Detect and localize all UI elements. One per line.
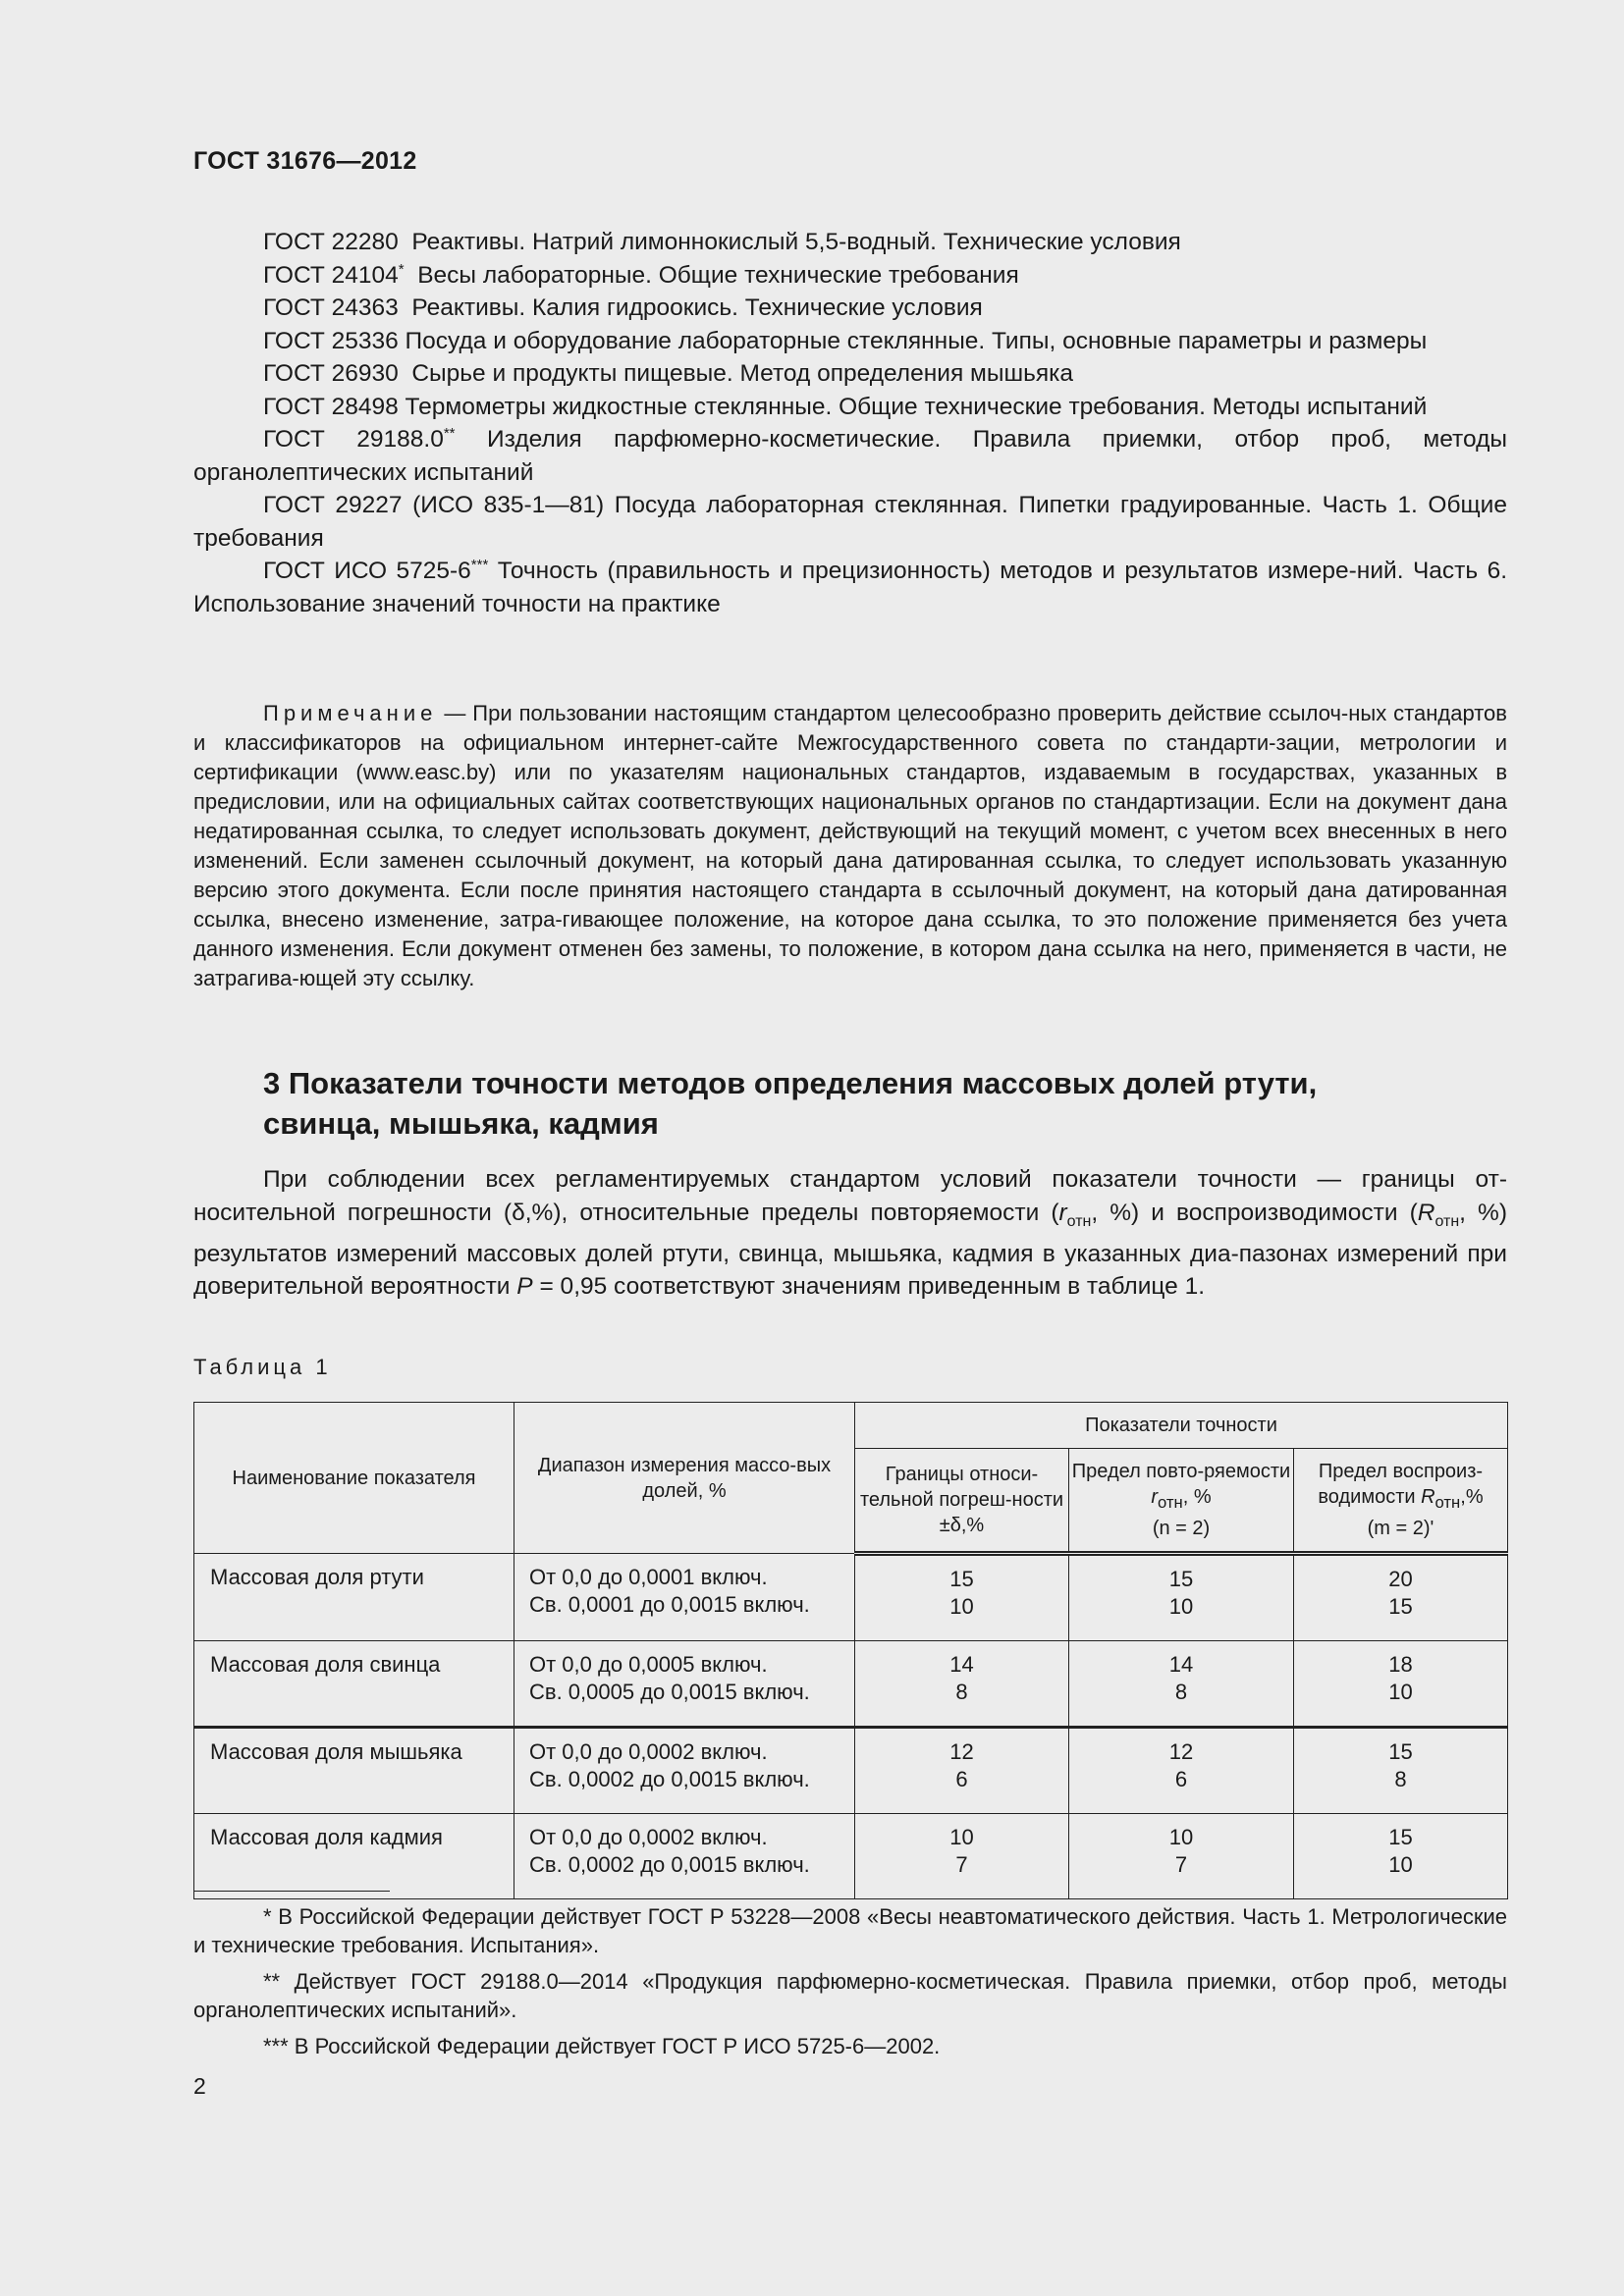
reference-title: Сырье и продукты пищевые. Метод определения мышьяка	[411, 360, 1074, 387]
reference-mark: **	[443, 424, 456, 442]
note-paragraph	[193, 699, 1507, 993]
cell-reproducibility: 15 8	[1294, 1728, 1508, 1814]
table-caption: Таблица 1	[193, 1355, 332, 1379]
cell-repeatability: 12 6	[1069, 1728, 1294, 1814]
reference-title: Изделия парфюмерно-косметические. Правила приемки, отбор проб, методы органолептических испытаний	[193, 426, 1507, 486]
cell-delta: 14 8	[855, 1641, 1069, 1728]
reference-code: ГОСТ 29227	[263, 492, 403, 518]
section-paragraph: При соблюдении всех регламентируемых стандартом условий показатели точности — границы от-носительной погрешности (δ,%), относительные пределы повторяемости ($r_{отн}$, %) и воспроизводимости ($R_{отн}$, %) результатов измерений массовых долей ртути, свинца, мышьяка, кадмия в указанных диа-пазонах измерений при доверительной вероятности P = 0,95 соответствуют значениям приведенным в таблице 1.	[193, 1166, 1507, 1301]
reference-title: Реактивы. Калия гидроокись. Технические условия	[411, 294, 983, 321]
cell-name: Массовая доля мышьяка	[194, 1728, 514, 1814]
footnote: * В Российской Федерации действует ГОСТ Р 53228—2008 «Весы неавтоматического действия. Часть 1. Метрологические и технические требования. Испытания».	[193, 1904, 1507, 1957]
normative-references	[193, 226, 1507, 620]
note-label: Примечание	[263, 701, 438, 725]
cell-name: Массовая доля кадмия	[194, 1814, 514, 1899]
reference-code: ГОСТ 28498	[263, 393, 399, 420]
accuracy-table	[193, 1402, 1508, 1899]
reference-item	[193, 226, 1507, 259]
reference-title: (ИСО 835-1—81) Посуда лабораторная стеклянная. Пипетки градуированные. Часть 1. Общие требования	[193, 492, 1507, 552]
reference-mark: ***	[470, 556, 489, 573]
cell-range: От 0,0 до 0,0005 включ. Св. 0,0005 до 0,0015 включ.	[514, 1641, 855, 1728]
reference-code: ГОСТ ИСО 5725-6	[263, 558, 471, 584]
document-header: ГОСТ 31676—2012	[193, 147, 417, 175]
reference-code: ГОСТ 22280	[263, 229, 399, 255]
page-number: 2	[193, 2073, 206, 2099]
reference-title: Посуда и оборудование лабораторные стеклянные. Типы, основные параметры и размеры	[405, 327, 1428, 354]
footnote: ** Действует ГОСТ 29188.0—2014 «Продукция парфюмерно-косметическая. Правила приемки, отбор проб, методы органолептических испытаний».	[193, 1969, 1507, 2022]
header-range: Диапазон измерения массо-вых долей, %	[514, 1403, 855, 1554]
cell-name: Массовая доля свинца	[194, 1641, 514, 1728]
footnote: *** В Российской Федерации действует ГОСТ Р ИСО 5725-6—2002.	[263, 2034, 941, 2058]
reference-title: Реактивы. Натрий лимоннокислый 5,5-водный. Технические условия	[411, 229, 1181, 255]
reference-item	[193, 423, 1507, 489]
header-delta: Границы относи-тельной погреш-ности ±δ,%	[855, 1449, 1069, 1554]
cell-repeatability: 15 10	[1069, 1554, 1294, 1641]
reference-item	[193, 357, 1507, 391]
reference-item	[193, 259, 1507, 293]
header-accuracy-group: Показатели точности	[855, 1403, 1508, 1449]
reference-item	[193, 292, 1507, 325]
cell-repeatability: 14 8	[1069, 1641, 1294, 1728]
table-row	[194, 1554, 1508, 1641]
cell-delta: 12 6	[855, 1728, 1069, 1814]
note-text: — При пользовании настоящим стандартом целесообразно проверить действие ссылоч-ных стандартов и классификаторов на официальном интернет-сайте Межгосударственного совета по стандарти-зации, метрологии и сертификации (www.easc.by) или по указателям национальных стандартов, издаваемым в государствах, указанных в предисловии, или на официальных сайтах соответствующих национальных органов по стандартизации. Если на документ дана недатированная ссылка, то следует использовать документ, действующий на текущий момент, с учетом всех внесенных в него изменений. Если заменен ссылочный документ, на который дана датированная ссылка, то следует использовать указанную версию этого документа. Если после принятия настоящего стандарта в ссылочный документ, на который дана датированная ссылка, внесено изменение, затра-гивающее положение, на которое дана ссылка, то это положение применяется без учета данного изменения. Если документ отменен без замены, то положение, в котором дана ссылка на него, применяется в части, не затрагива-ющей эту ссылку.	[193, 701, 1507, 990]
reference-code: ГОСТ 24104	[263, 261, 399, 289]
reference-title: Термометры жидкостные стеклянные. Общие технические требования. Методы испытаний	[405, 393, 1428, 420]
reference-code: ГОСТ 25336	[263, 327, 399, 354]
reference-code: ГОСТ 26930	[263, 360, 399, 387]
cell-reproducibility: 18 10	[1294, 1641, 1508, 1728]
cell-delta: 15 10	[855, 1554, 1069, 1641]
header-repeatability: Предел повто-ряемости $r_{отн}$, % (n = 2)	[1069, 1449, 1294, 1554]
header-reproducibility: Предел воспроиз-водимости $R_{отн},\%$ (m = 2)'	[1294, 1449, 1508, 1554]
reference-title: Весы лабораторные. Общие технические требования	[417, 261, 1019, 289]
section-title	[263, 1063, 1441, 1144]
reference-item	[193, 391, 1507, 424]
cell-delta: 10 7	[855, 1814, 1069, 1899]
cell-range: От 0,0 до 0,0001 включ. Св. 0,0001 до 0,0015 включ.	[514, 1554, 855, 1641]
section-title-line: свинца, мышьяка, кадмия	[263, 1106, 659, 1141]
cell-range: От 0,0 до 0,0002 включ. Св. 0,0002 до 0,0015 включ.	[514, 1728, 855, 1814]
reference-mark: *	[398, 260, 405, 278]
reference-item	[193, 555, 1507, 620]
footnotes	[193, 1902, 1507, 2068]
cell-reproducibility: 20 15	[1294, 1554, 1508, 1641]
reference-item	[193, 325, 1507, 358]
cell-name: Массовая доля ртути	[194, 1554, 514, 1641]
reference-title: Точность (правильность и прецизионность) методов и результатов измере-ний. Часть 6. Использование значений точности на практике	[193, 558, 1508, 617]
reference-code: ГОСТ 24363	[263, 294, 399, 321]
table-row	[194, 1814, 1508, 1899]
reference-code: ГОСТ 29188.0	[263, 426, 444, 453]
header-name: Наименование показателя	[194, 1403, 514, 1554]
table-row	[194, 1641, 1508, 1728]
cell-range: От 0,0 до 0,0002 включ. Св. 0,0002 до 0,0015 включ.	[514, 1814, 855, 1899]
section-title-line: 3 Показатели точности методов определения массовых долей ртути,	[263, 1066, 1318, 1100]
footnote-divider	[193, 1891, 390, 1892]
reference-item	[193, 489, 1507, 555]
cell-repeatability: 10 7	[1069, 1814, 1294, 1899]
cell-reproducibility: 15 10	[1294, 1814, 1508, 1899]
table-row	[194, 1728, 1508, 1814]
